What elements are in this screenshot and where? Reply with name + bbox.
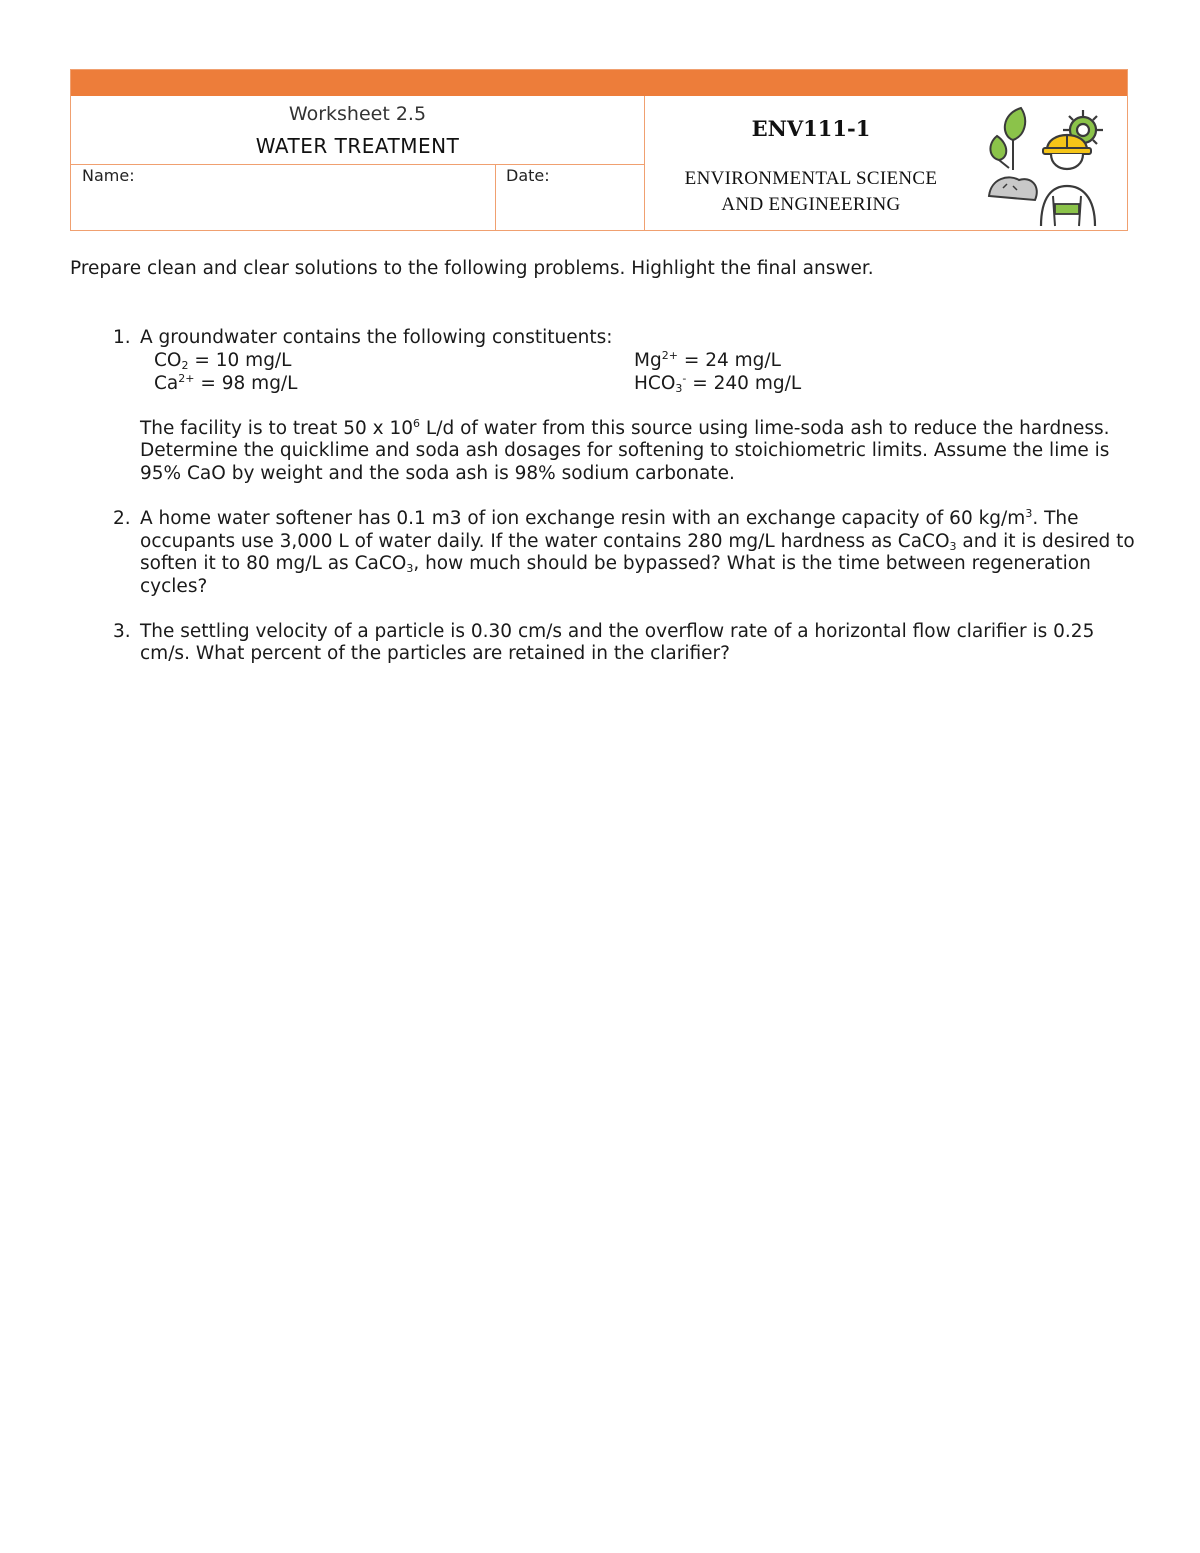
worksheet-topic: WATER TREATMENT <box>255 134 460 158</box>
problem-number: 3. <box>113 620 131 642</box>
problem-text: The facility is to treat 50 x $10^6$ L/d of water from this source using lime-soda ash to reduce the hardness. Determine the quicklime and soda ash dosages for softening to stoichiometric limits. Assume the lime is 95% CaO by weight and the soda ash is 98% sodium carbonate. <box>140 416 1110 485</box>
constituent-mg: $Mg^{2+} = 24$ mg/L <box>634 348 781 371</box>
engineer-plant-gear-icon <box>983 100 1115 228</box>
problem-text: The settling velocity of a particle is 0.30 cm/s and the overflow rate of a horizontal flow clarifier is 0.25 cm/s. What percent of the particles are retained in the clarifier? <box>140 620 1095 665</box>
header-divider <box>495 164 496 231</box>
worksheet-title: Worksheet 2.5 <box>288 103 427 125</box>
problem-item <box>70 508 1140 599</box>
course-name-line: AND ENGINEERING <box>721 194 901 215</box>
course-code: ENV111-1 <box>751 116 871 141</box>
constituent-ca: $Ca^{2+} = 98$ mg/L <box>154 371 298 394</box>
constituent-co2: $CO_2 = 10$ mg/L <box>154 349 292 372</box>
constituent-hco3: $HCO_3^- = 240$ mg/L <box>634 371 802 395</box>
worksheet-header <box>70 69 1128 231</box>
instructions-text: Prepare clean and clear solutions to the following problems. Highlight the final answer. <box>70 258 874 279</box>
name-field-label: Name: <box>82 166 135 185</box>
problem-item <box>70 327 1140 486</box>
course-name-line: ENVIRONMENTAL SCIENCE <box>684 168 938 189</box>
problem-list <box>70 327 1140 688</box>
header-divider <box>644 96 645 231</box>
course-name <box>661 166 961 218</box>
constituent-list <box>140 350 1140 396</box>
header-accent-bar <box>71 70 1127 96</box>
problem-text: A home water softener has 0.1 m3 of ion exchange resin with an exchange capacity of 60 $kg/m^3$. The occupants use 3,000 L of water daily. If the water contains 280 mg/L hardness as CaCO$_3$ and it is desired to soften it to 80 mg/L as CaCO$_3$, how much should be bypassed? What is the time between regeneration cycles? <box>140 506 1135 597</box>
problem-number: 2. <box>113 507 131 529</box>
problem-number: 1. <box>113 327 131 348</box>
header-divider <box>71 164 644 165</box>
problem-lead: A groundwater contains the following constituents: <box>140 327 613 348</box>
date-field-label: Date: <box>506 166 550 185</box>
problem-item <box>70 621 1140 666</box>
